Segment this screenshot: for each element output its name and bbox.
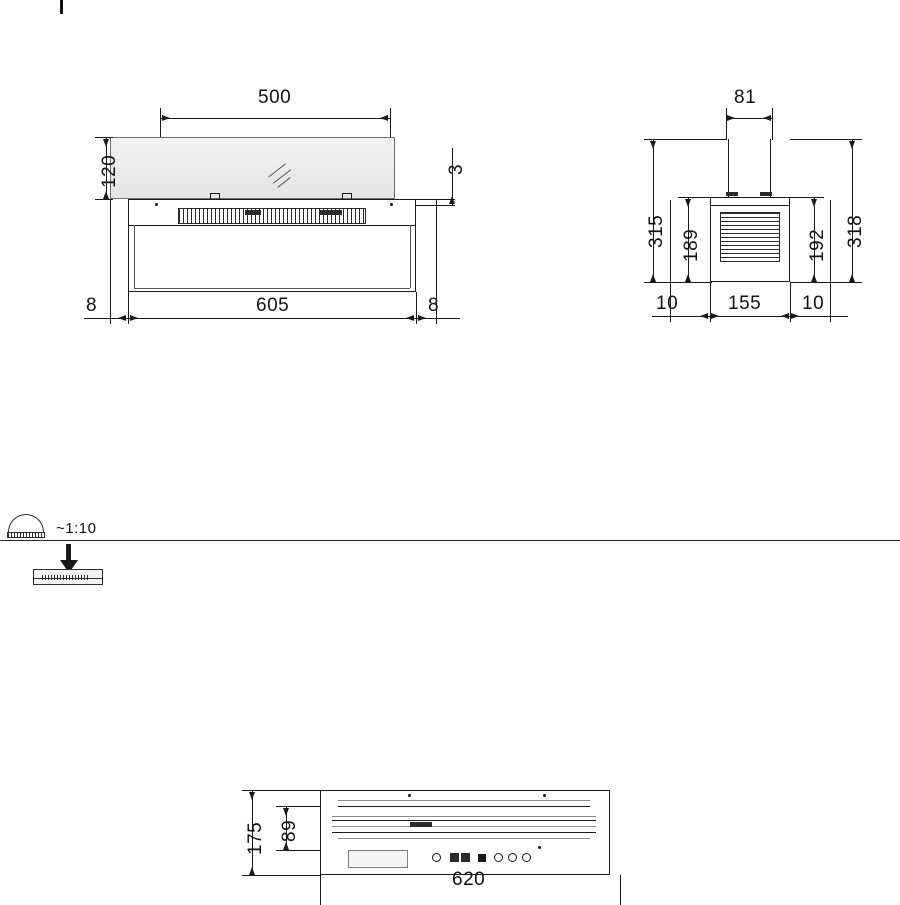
- plan-rail-7: [338, 838, 590, 839]
- hood-base-mark: [33, 578, 103, 585]
- scale-label: ~1:10: [56, 520, 97, 537]
- arrow-10-right: [791, 313, 799, 319]
- ext-line-10-right: [830, 200, 831, 322]
- ext-line-192-bottom: [790, 282, 824, 283]
- side-elevation-view: [600, 0, 900, 340]
- arrow-81-left: [727, 115, 735, 121]
- arrow-175-bottom: [249, 867, 255, 875]
- arrow-605-right: [406, 315, 414, 321]
- arrow-192-top: [811, 199, 817, 207]
- dim-text-89: 89: [279, 819, 300, 842]
- control-block-left: [245, 210, 261, 215]
- screw-dot-right: [390, 203, 393, 206]
- timer-icon[interactable]: [508, 853, 517, 862]
- dim-text-155: 155: [728, 293, 762, 314]
- ext-line-120-top: [95, 137, 113, 138]
- glass-panel: [110, 137, 395, 199]
- ext-line-8-left-outer: [110, 199, 111, 324]
- arrow-318-bottom: [849, 274, 855, 282]
- plan-screw-dot-left: [408, 794, 411, 797]
- front-elevation-view: [0, 0, 520, 340]
- dim-text-620: 620: [452, 869, 486, 890]
- dim-text-500: 500: [258, 87, 292, 108]
- arrow-120-bottom: [103, 191, 109, 199]
- arrow-189-top: [685, 199, 691, 207]
- plan-rail-4: [332, 820, 596, 821]
- arrow-189-bottom: [685, 274, 691, 282]
- dim-text-318: 318: [845, 214, 866, 248]
- dim-text-8-right: 8: [428, 295, 440, 316]
- body-bottom-band: [134, 288, 410, 289]
- ext-line-189-bottom: [678, 282, 712, 283]
- dim-line-155: [710, 316, 790, 317]
- light-icon[interactable]: [494, 853, 503, 862]
- plan-screw-dot-right: [543, 794, 546, 797]
- arrow-8-left: [118, 315, 126, 321]
- boost-icon[interactable]: [522, 853, 531, 862]
- ext-line-89-bottom: [276, 850, 320, 851]
- dim-text-10-left: 10: [656, 293, 679, 314]
- body-inner-right: [410, 225, 411, 288]
- dim-text-8-left: 8: [86, 295, 98, 316]
- dim-text-10-right: 10: [802, 293, 825, 314]
- dim-line-500: [160, 118, 390, 119]
- arrow-315-bottom: [650, 274, 656, 282]
- arrow-3: [449, 196, 455, 204]
- mount-tab-right: [342, 193, 352, 200]
- side-tab-left: [726, 192, 738, 196]
- dim-text-605: 605: [256, 295, 290, 316]
- side-filter-grill: [720, 212, 780, 262]
- dim-text-189: 189: [681, 228, 702, 262]
- plan-screw-dot-bottom: [538, 846, 541, 849]
- dim-text-315: 315: [646, 214, 667, 248]
- mount-tab-left: [210, 193, 220, 200]
- ext-line-315-top: [644, 139, 726, 140]
- ext-line-620-left: [320, 875, 321, 905]
- plan-rail-1: [338, 800, 590, 801]
- side-body-top-band: [710, 205, 790, 206]
- ext-line-189-top: [678, 197, 712, 198]
- ext-line-620-right: [620, 875, 621, 905]
- dim-line-318: [852, 139, 853, 282]
- power-icon[interactable]: [432, 853, 441, 862]
- plan-lamp-block: [348, 850, 408, 868]
- dim-text-175: 175: [245, 821, 266, 855]
- body-inner-left: [134, 225, 135, 288]
- ext-line-81-right: [772, 108, 773, 140]
- display-icon[interactable]: [450, 853, 459, 862]
- arrow-318-top: [849, 141, 855, 149]
- arrow-155-right: [781, 313, 789, 319]
- ext-line-605-right: [416, 292, 417, 324]
- body-top-band: [128, 225, 416, 226]
- arrow-500-left: [162, 115, 170, 121]
- dim-text-81: 81: [734, 87, 757, 108]
- plan-rail-5: [332, 826, 596, 827]
- arrow-10-left: [700, 313, 708, 319]
- arrow-605-left: [130, 315, 138, 321]
- dim-text-3: 3: [446, 163, 467, 175]
- ext-line-81-left: [726, 108, 727, 140]
- arrow-155-left: [711, 313, 719, 319]
- dim-line-315: [653, 139, 654, 282]
- screw-dot-left: [155, 203, 158, 206]
- scale-block: [0, 500, 900, 610]
- duct-rod-right: [770, 139, 771, 197]
- bottom-plan-view: [220, 760, 680, 900]
- ext-line-605-left: [128, 292, 129, 324]
- scale-separator-line: [0, 540, 900, 541]
- plan-rail-3: [332, 816, 596, 817]
- dim-text-120: 120: [99, 154, 120, 188]
- arrow-89-bottom: [283, 842, 289, 850]
- side-tab-right: [760, 192, 772, 196]
- arrow-315-top: [650, 141, 656, 149]
- ext-line-175-top: [242, 790, 320, 791]
- fan-icon[interactable]: [478, 854, 486, 862]
- protractor-icon: [8, 514, 44, 532]
- arrow-120-top: [103, 139, 109, 147]
- arrow-175-top: [249, 792, 255, 800]
- ext-line-192-top: [790, 197, 824, 198]
- dim-line-605: [128, 318, 416, 319]
- duct-rod-left: [728, 139, 729, 197]
- arrow-500-right: [380, 115, 388, 121]
- arrow-8-right: [418, 315, 426, 321]
- plan-motor-block: [410, 822, 432, 827]
- arrow-192-bottom: [811, 274, 817, 282]
- plan-rail-6: [332, 832, 596, 833]
- arrow-89-top: [283, 808, 289, 816]
- ext-line-175-bottom: [242, 875, 320, 876]
- plan-rail-2: [338, 806, 590, 807]
- arrow-81-right: [763, 115, 771, 121]
- display-icon-2[interactable]: [461, 853, 470, 862]
- protractor-base-icon: [7, 532, 45, 538]
- dim-text-192: 192: [807, 228, 828, 262]
- control-block-right: [320, 210, 342, 215]
- ext-line-89-top: [276, 806, 320, 807]
